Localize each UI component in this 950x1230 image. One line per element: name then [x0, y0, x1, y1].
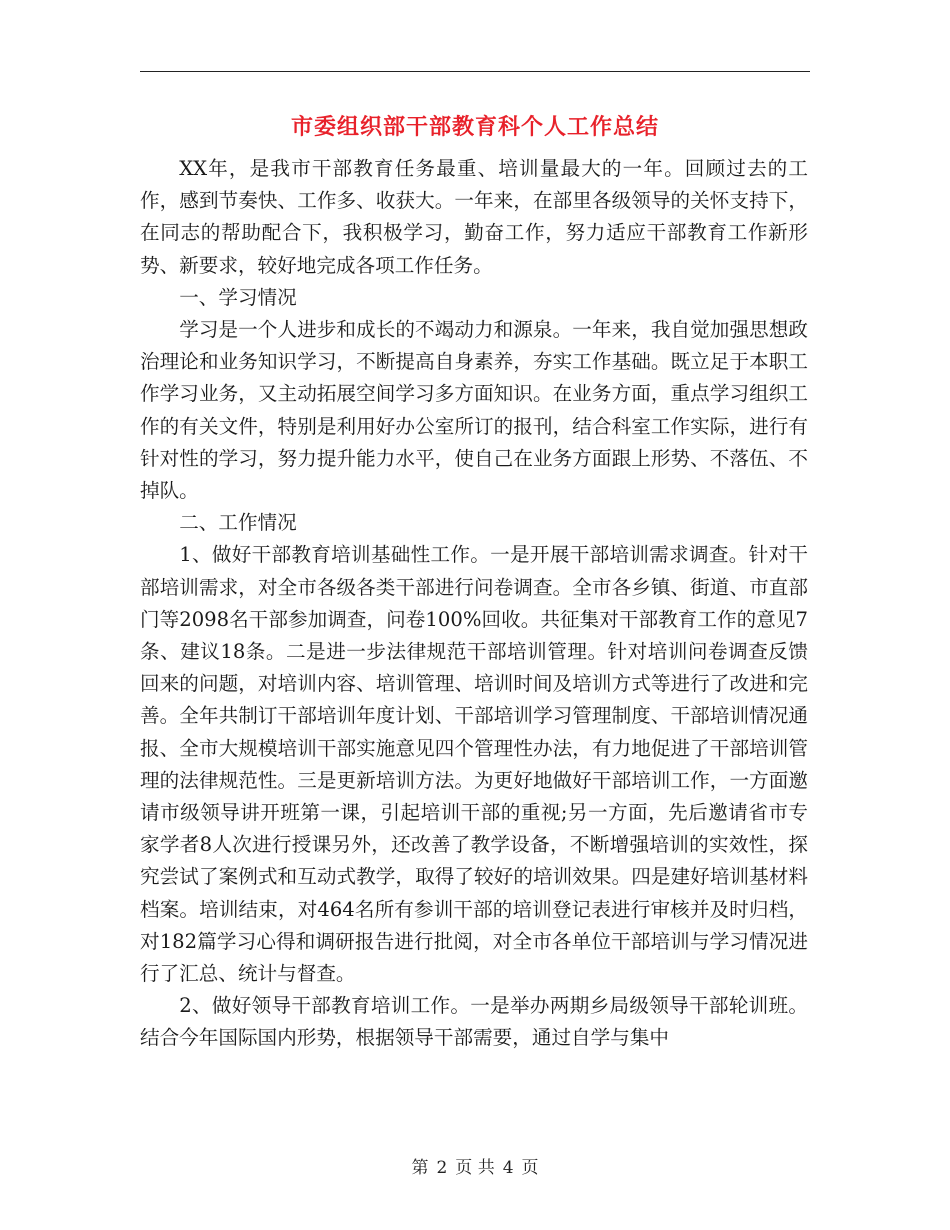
section-heading-work: 二、工作情况: [179, 511, 297, 535]
page-footer: [0, 1153, 950, 1178]
paragraph-work-item-2: 2、做好领导干部教育培训工作。一是举办两期乡局级领导干部轮训班。结合今年国际国内形势，根据领导干部需要，通过自学与集中: [140, 994, 808, 1050]
section-heading-study: 一、学习情况: [179, 285, 297, 309]
footer-total-pages: 4: [502, 1158, 514, 1178]
footer-page-number: 2: [436, 1158, 448, 1178]
footer-suffix: 页: [521, 1158, 539, 1178]
paragraph-intro: XX年，是我市干部教育任务最重、培训量最大的一年。回顾过去的工作，感到节奏快、工作多、收获大。一年来，在部里各级领导的关怀支持下，在同志的帮助配合下，我积极学习，勤奋工作，努力适应干部教育工作新形势、新要求，较好地完成各项工作任务。: [140, 157, 808, 277]
paragraph-study: 学习是一个人进步和成长的不竭动力和源泉。一年来，我自觉加强思想政治理论和业务知识学习，不断提高自身素养，夯实工作基础。既立足于本职工作学习业务，又主动拓展空间学习多方面知识。在业务方面，重点学习组织工作的有关文件，特别是利用好办公室所订的报刊，结合科室工作实际，进行有针对性的学习，努力提升能力水平，使自己在业务方面跟上形势、不落伍、不掉队。: [140, 318, 808, 503]
paragraph-work-item-1: 1、做好干部教育培训基础性工作。一是开展干部培训需求调查。针对干部培训需求，对全市各级各类干部进行问卷调查。全市各乡镇、街道、市直部门等2098名干部参加调查，问卷100%回收。共征集对干部教育工作的意见7条、建议18条。二是进一步法律规范干部培训管理。针对培训问卷调查反馈回来的问题，对培训内容、培训管理、培训时间及培训方式等进行了改进和完善。全年共制订干部培训年度计划、干部培训学习管理制度、干部培训情况通报、全市大规模培训干部实施意见四个管理性办法，有力地促进了干部培训管理的法律规范性。三是更新培训方法。为更好地做好干部培训工作，一方面邀请市级领导讲开班第一课，引起培训干部的重视;另一方面，先后邀请省市专家学者8人次进行授课另外，还改善了教学设备，不断增强培训的实效性，探究尝试了案例式和互动式教学，取得了较好的培训效果。四是建好培训基材料档案。培训结束，对464名所有参训干部的培训登记表进行审核并及时归档，对182篇学习心得和调研报告进行批阅，对全市各单位干部培训与学习情况进行了汇总、统计与督查。: [140, 543, 808, 986]
footer-prefix: 第: [411, 1158, 429, 1178]
document-title: 市委组织部干部教育科个人工作总结: [290, 114, 659, 140]
footer-middle: 页 共: [455, 1158, 495, 1178]
header-rule: [140, 71, 810, 72]
document-body: [140, 153, 808, 1055]
